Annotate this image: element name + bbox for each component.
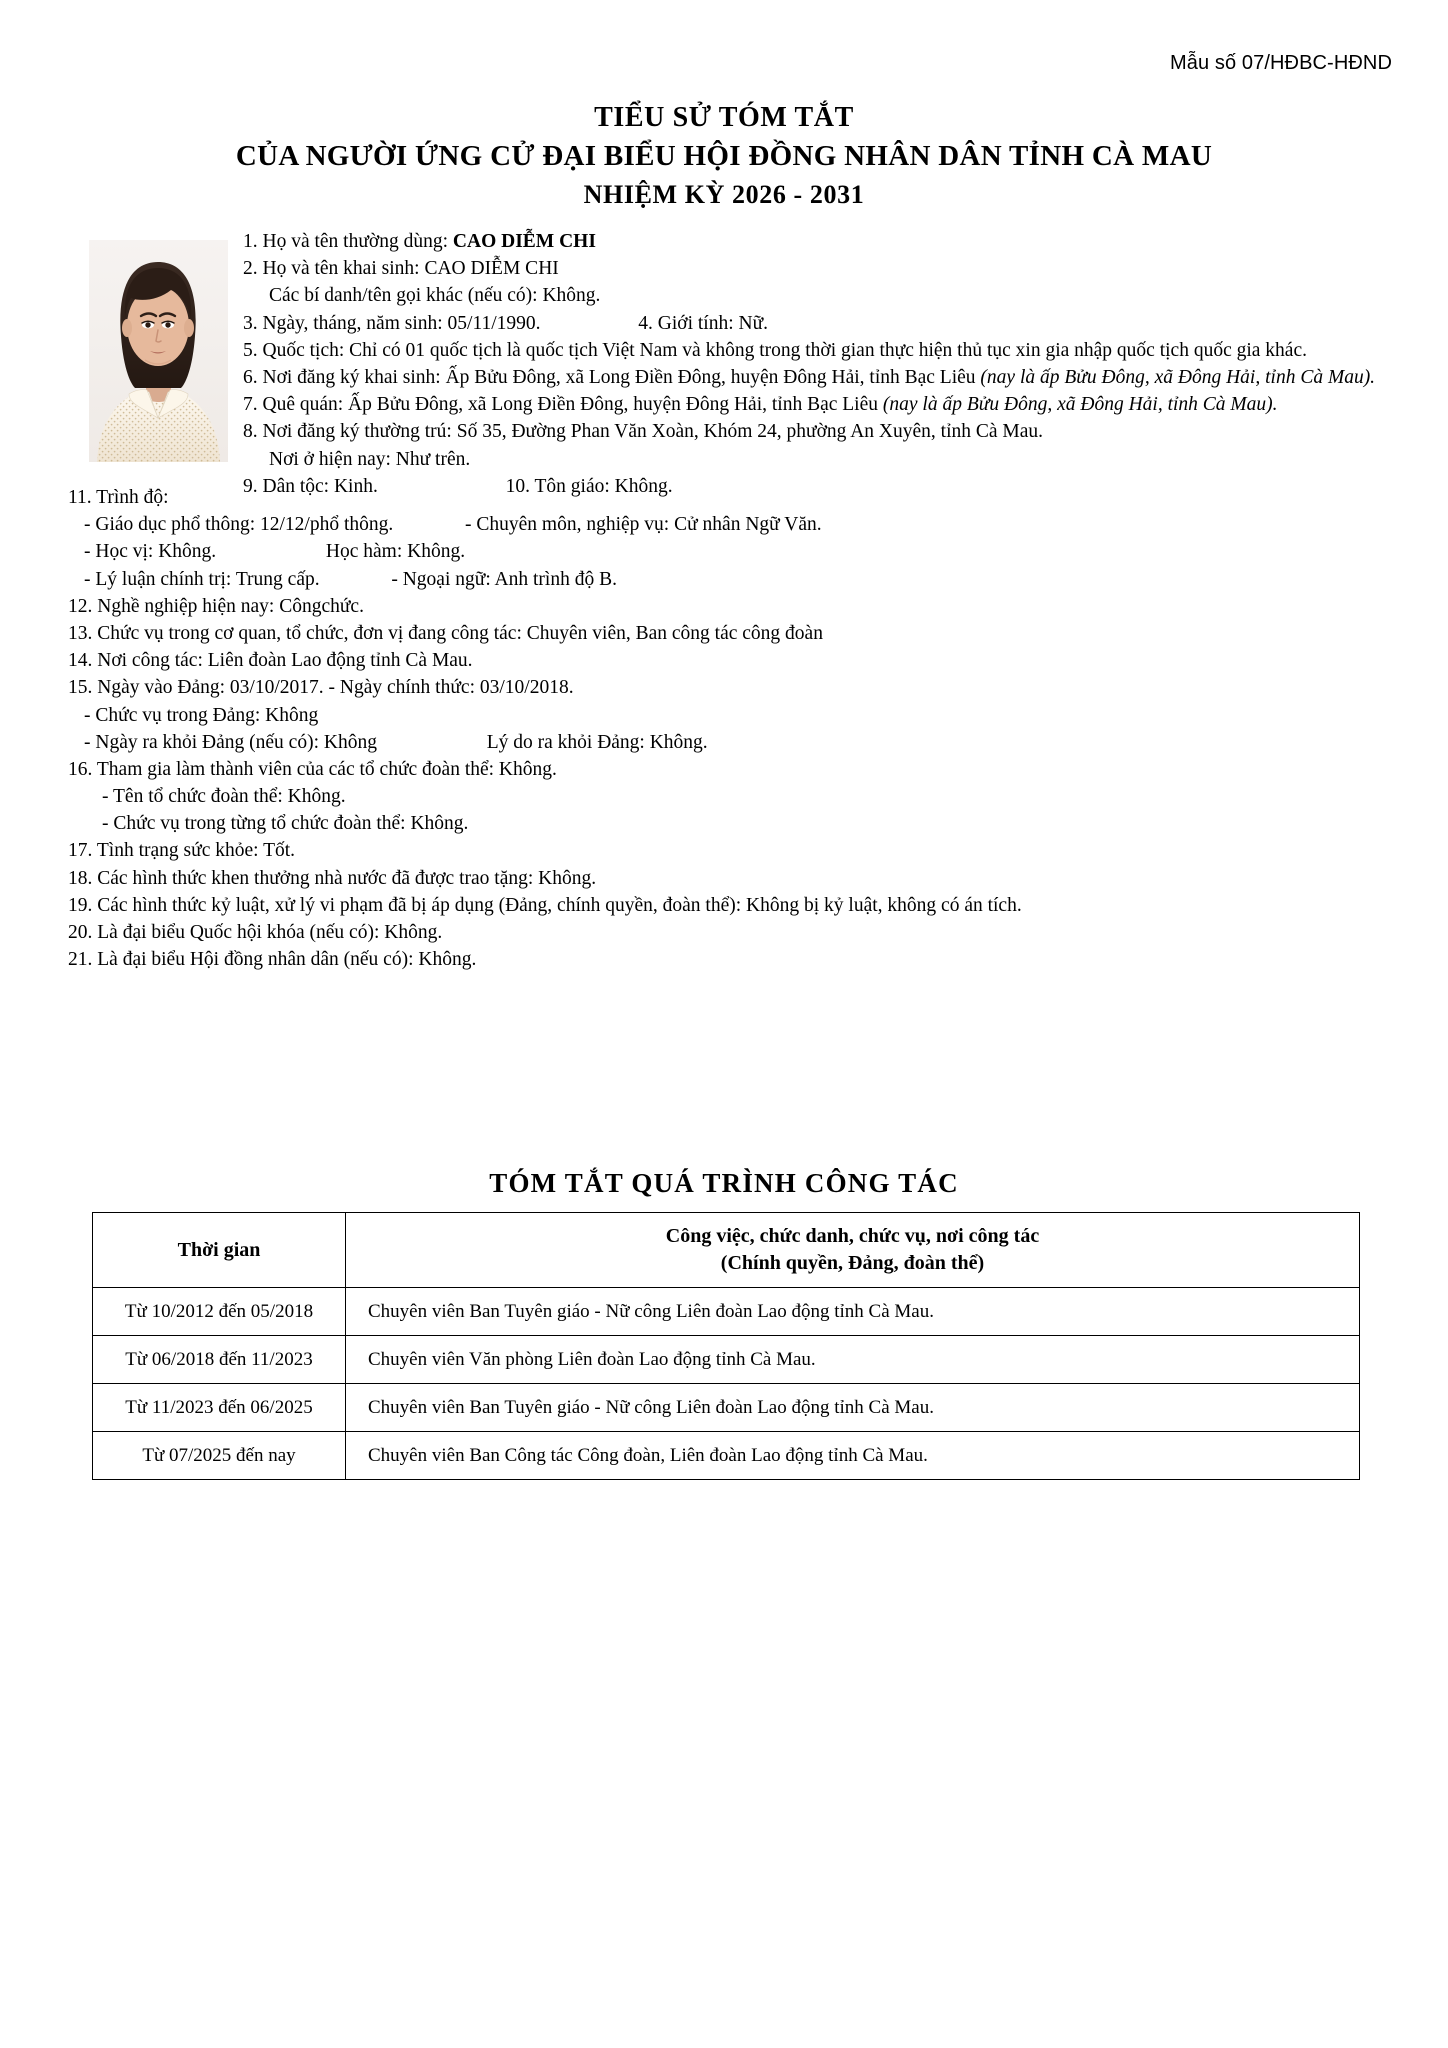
career-table-body: [93, 1288, 1360, 1480]
info-item-2-alias: Các bí danh/tên gọi khác (nếu có): Không.: [269, 285, 601, 307]
title-line-3: NHIỆM KỲ 2026 - 2031: [583, 179, 865, 209]
portrait-illustration: [89, 240, 228, 462]
info-item-5: 5. Quốc tịch: Chỉ có 01 quốc tịch là quốc tịch Việt Nam và không trong thời gian thực hiện thủ tục xin gia nhập quốc tịch quốc gia khác.: [243, 339, 1307, 361]
personal-info-indented: [243, 228, 1391, 500]
info-item-16-a: - Tên tổ chức đoàn thể: Không.: [102, 786, 346, 808]
info-item-20: 20. Là đại biểu Quốc hội khóa (nếu có): Không.: [68, 922, 443, 943]
info-item-14: 14. Nơi công tác: Liên đoàn Lao động tỉnh Cà Mau.: [68, 650, 473, 672]
career-row-time: Từ 11/2023 đến 06/2025: [93, 1384, 346, 1432]
info-item-6-note: (nay là ấp Bửu Đông, xã Đông Hải, tỉnh Cà Mau).: [980, 366, 1376, 388]
career-row-time: Từ 07/2025 đến nay: [93, 1432, 346, 1480]
info-item-1-label: 1. Họ và tên thường dùng:: [243, 231, 449, 252]
info-item-2: [243, 255, 1391, 282]
table-row: [93, 1336, 1360, 1384]
info-item-16-b: - Chức vụ trong từng tổ chức đoàn thể: Không.: [102, 813, 469, 835]
info-item-11-f: - Ngoại ngữ: Anh trình độ B.: [391, 568, 617, 590]
career-header-row: [93, 1213, 1360, 1288]
info-item-8-sub: Nơi ở hiện nay: Như trên.: [269, 448, 471, 470]
table-row: [93, 1384, 1360, 1432]
info-item-19: 19. Các hình thức kỷ luật, xử lý vi phạm đã bị áp dụng (Đảng, chính quyền, đoàn thể): Không bị kỷ luật, không có án tích.: [68, 894, 1022, 916]
career-row-time: Từ 06/2018 đến 11/2023: [93, 1336, 346, 1384]
personal-info-full: [68, 484, 1398, 973]
career-row-desc: Chuyên viên Văn phòng Liên đoàn Lao động tỉnh Cà Mau.: [346, 1336, 1360, 1384]
table-row: [93, 1288, 1360, 1336]
career-header-work-line1: Công việc, chức danh, chức vụ, nơi công tác: [665, 1225, 1040, 1247]
info-item-6-main: 6. Nơi đăng ký khai sinh: Ấp Bửu Đông, xã Long Điền Đông, huyện Đông Hải, tỉnh Bạc Liêu: [243, 366, 981, 388]
info-item-17: 17. Tình trạng sức khỏe: Tốt.: [68, 840, 296, 862]
info-item-9: 9. Dân tộc: Kinh.: [243, 475, 378, 497]
career-summary-table: [92, 1212, 1360, 1480]
title-line-2: CỦA NGƯỜI ỨNG CỬ ĐẠI BIỂU HỘI ĐỒNG NHÂN DÂN TỈNH CÀ MAU: [235, 139, 1213, 172]
info-item-11: 11. Trình độ:: [68, 487, 169, 508]
info-item-3-4: [243, 310, 1391, 337]
info-item-15-c: Lý do ra khỏi Đảng: Không.: [486, 731, 708, 753]
career-header-time: Thời gian: [93, 1213, 346, 1288]
info-item-7-main: 7. Quê quán: Ấp Bửu Đông, xã Long Điền Đông, huyện Đông Hải, tỉnh Bạc Liêu: [243, 394, 883, 416]
career-table-head: [93, 1213, 1360, 1288]
info-item-11-b: - Chuyên môn, nghiệp vụ: Cử nhân Ngữ Văn.: [465, 514, 822, 536]
career-header-work: [346, 1213, 1360, 1288]
info-item-11-c: - Học vị: Không.: [84, 541, 217, 563]
info-item-15-a: - Chức vụ trong Đảng: Không: [84, 704, 319, 726]
info-item-12: 12. Nghề nghiệp hiện nay: Côngchức.: [68, 595, 364, 617]
career-row-desc: Chuyên viên Ban Tuyên giáo - Nữ công Liên đoàn Lao động tỉnh Cà Mau.: [346, 1288, 1360, 1336]
info-item-1: [243, 228, 1391, 255]
info-item-2-value: CAO DIỄM CHI: [424, 258, 559, 280]
career-summary-heading: TÓM TẮT QUÁ TRÌNH CÔNG TÁC: [489, 1168, 959, 1198]
career-row-desc: Chuyên viên Ban Tuyên giáo - Nữ công Liên đoàn Lao động tỉnh Cà Mau.: [346, 1384, 1360, 1432]
info-item-10: 10. Tôn giáo: Không.: [505, 475, 673, 497]
info-item-11-a: - Giáo dục phổ thông: 12/12/phổ thông.: [84, 514, 394, 536]
info-item-7-note: (nay là ấp Bửu Đông, xã Đông Hải, tỉnh Cà Mau).: [882, 394, 1278, 416]
info-item-11-education: [68, 511, 1398, 538]
info-item-2-label: 2. Họ và tên khai sinh:: [243, 258, 420, 280]
info-item-8: 8. Nơi đăng ký thường trú: Số 35, Đường Phan Văn Xoàn, Khóm 24, phường An Xuyên, tỉnh Cà Mau.: [243, 421, 1044, 443]
info-item-16: 16. Tham gia làm thành viên của các tổ chức đoàn thể: Không.: [68, 758, 557, 780]
career-row-desc: Chuyên viên Ban Công tác Công đoàn, Liên đoàn Lao động tỉnh Cà Mau.: [346, 1432, 1360, 1480]
info-item-4: 4. Giới tính: Nữ.: [638, 312, 769, 334]
info-item-15-leave: [68, 729, 1398, 756]
career-row-time: Từ 10/2012 đến 05/2018: [93, 1288, 346, 1336]
info-item-3: 3. Ngày, tháng, năm sinh: 05/11/1990.: [243, 312, 541, 334]
info-item-15: 15. Ngày vào Đảng: 03/10/2017. - Ngày chính thức: 03/10/2018.: [68, 677, 574, 699]
info-item-1-value: CAO DIỄM CHI: [452, 231, 596, 252]
info-item-11-d: Học hàm: Không.: [325, 541, 466, 563]
info-item-11-degree: [68, 538, 1398, 565]
table-row: [93, 1432, 1360, 1480]
form-code: Mẫu số 07/HĐBC-HĐND: [1170, 52, 1392, 74]
info-item-11-e: - Lý luận chính trị: Trung cấp.: [84, 568, 320, 590]
info-item-13: 13. Chức vụ trong cơ quan, tổ chức, đơn vị đang công tác: Chuyên viên, Ban công tác công đoàn: [68, 622, 823, 644]
info-item-18: 18. Các hình thức khen thưởng nhà nước đã được trao tặng: Không.: [68, 867, 597, 889]
info-item-15-b: - Ngày ra khỏi Đảng (nếu có): Không: [84, 731, 377, 753]
candidate-photo: [89, 240, 228, 462]
info-item-21: 21. Là đại biểu Hội đồng nhân dân (nếu có): Không.: [68, 949, 477, 971]
career-header-work-line2: (Chính quyền, Đảng, đoàn thể): [720, 1252, 985, 1274]
title-line-1: TIỂU SỬ TÓM TẮT: [594, 102, 854, 133]
info-item-11-politics: [68, 566, 1398, 593]
info-item-7: [243, 391, 1391, 418]
document-title-block: [0, 100, 1448, 211]
info-item-6: [243, 364, 1391, 391]
